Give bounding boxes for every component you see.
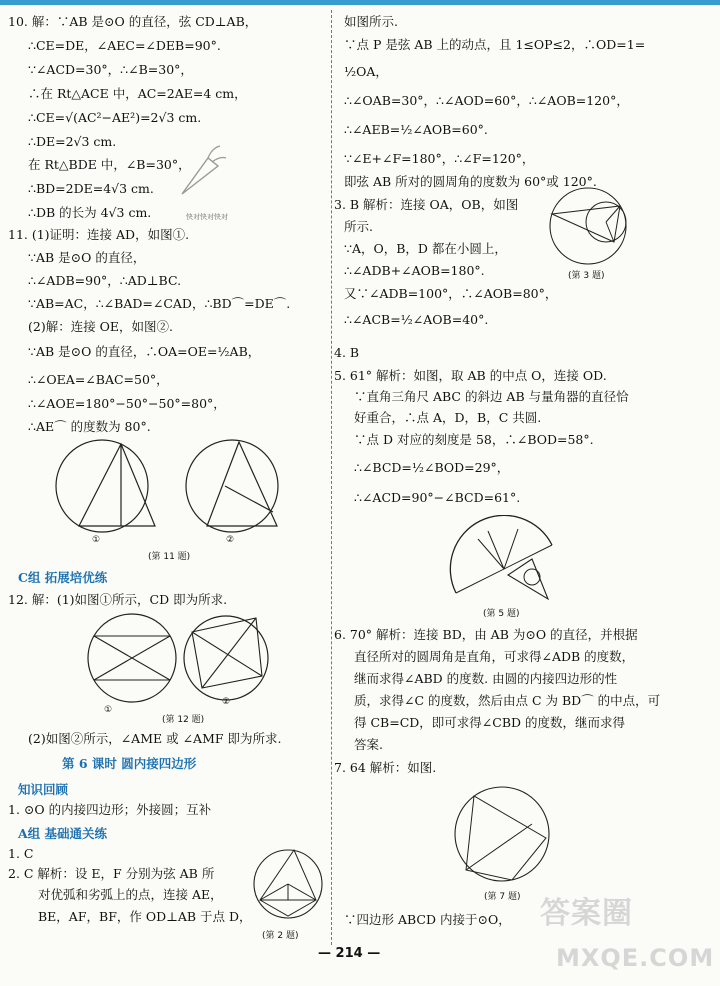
a2-line: BE，AF，BF，作 OD⊥AB 于点 D， [38,909,252,924]
q5-line: 好重合，∴点 A，D，B，C 共圆. [354,410,542,425]
q2-cont-line: ∴∠OAB=30°，∴∠AOD=60°，∴∠AOB=120°， [344,93,629,108]
q7-cont: ∵四边形 ABCD 内接于⊙O， [344,912,511,927]
figure-11-diagram [55,436,295,548]
figure-11-sub-label: ① [92,535,101,545]
q11-line: ∵AB 是⊙O 的直径，∴OA=OE=½AB， [28,344,261,359]
column-divider [331,10,332,945]
top-color-bar [0,0,720,5]
watermark-url: MXQE.COM [556,944,715,972]
q10-line: ∴DE=2√3 cm. [28,134,117,149]
q11-line: ∴∠OEA=∠BAC=50°， [28,372,169,387]
q11-line: ∵AB=AC，∴∠BAD=∠CAD，∴BD⌒=DE⌒. [28,296,291,311]
q6-line: 答案. [354,737,383,752]
q6-line: 得 CB=CD，即可求得∠CBD 的度数，继而求得 [354,715,626,730]
figure-11-sub-label: ② [222,697,231,707]
q11-line: ∴∠AOE=180°−50°−50°=80°， [28,396,226,411]
q3-line: ∴∠ACB=½∠AOB=40°. [344,312,489,327]
q3-line: 3. B 解析：连接 OA，OB，如图 [334,197,519,212]
figure-7-diagram [452,784,554,886]
q6-line: 质，求得∠C 的度数，然后由点 C 为 BD⌒ 的中点，可 [354,693,661,708]
lesson-title: 第 6 课时 圆内接四边形 [62,756,197,771]
figure-2-caption: (第 2 题) [262,931,299,941]
figure-2-diagram [252,838,324,928]
q10-line: 在 Rt△BDE 中，∠B=30°， [28,157,191,172]
q12-line: 12. 解：(1)如图①所示，CD 即为所求. [8,592,228,607]
q10-line: ∴DB 的长为 4√3 cm. [28,205,152,220]
figure-5-protractor [448,515,558,607]
q5-line: ∵直角三角尺 ABC 的斜边 AB 与量角器的直径恰 [354,389,629,404]
page-number: — 214 — [318,946,381,961]
q7-line: 7. 64 解析：如图. [334,760,437,775]
q10-line: ∴CE=DE，∠AEC=∠DEB=90°. [28,38,221,53]
figure-11-caption: (第 11 题) [148,552,191,562]
q6-line: 继而求得∠ABD 的度数. 由圆的内接四边形的性 [354,671,618,686]
q10-line: ∵∠ACD=30°，∴∠B=30°， [28,62,193,77]
q2-cont-line: ½OA， [344,64,388,79]
q5-line: ∴∠ACD=90°−∠BCD=61°. [354,490,521,505]
q3-line: 所示. [344,219,373,234]
q3-line: ∴∠ADB+∠AOB=180°. [344,263,485,278]
q11-line: (2)解：连接 OE，如图②. [28,319,174,334]
q2-cont-line: 如图所示. [344,14,398,29]
figure-11-sub-label: ② [226,535,235,545]
a2-line: 2. C 解析：设 E，F 分别为弦 AB 所 [8,866,215,881]
q10-line: ∴BD=2DE=4√3 cm. [28,181,154,196]
q3-line: ∵A，O，B，D 都在小圆上， [344,241,507,256]
section-a-title: A组 基础通关练 [18,826,108,841]
figure-5-caption: (第 5 题) [483,609,520,619]
section-c-title: C组 拓展培优练 [18,570,108,585]
q10-line: ∴CE=√(AC²−AE²)=2√3 cm. [28,110,202,125]
q5-line: ∴∠BCD=½∠BOD=29°， [354,460,510,475]
figure-7-caption: (第 7 题) [484,892,521,902]
figure-12-diagram [86,608,286,712]
figure-12-caption: (第 12 题) [162,715,205,725]
figure-11-sub-label: ① [104,705,113,715]
q10-line: ∴在 Rt△ACE 中，AC=2AE=4 cm， [28,86,247,101]
carrot-stamp-icon [168,140,228,212]
review-title: 知识回顾 [18,782,69,797]
q4-answer: 4. B [334,345,360,360]
q2-cont-line: 即弦 AB 所对的圆周角的度数为 60°或 120°. [344,174,597,189]
q3-line: 又∵∠ADB=100°，∴∠AOB=80°， [344,286,558,301]
q12-part2: (2)如图②所示，∠AME 或 ∠AMF 即为所求. [28,731,282,746]
q11-line: ∵AB 是⊙O 的直径， [28,250,146,265]
q2-cont-line: ∵点 P 是弦 AB 上的动点，且 1≤OP≤2，∴OD=1= [344,37,646,52]
figure-3-caption: (第 3 题) [568,271,605,281]
q11-line: ∴AE⌒ 的度数为 80°. [28,419,151,434]
a1-answer: 1. C [8,846,34,861]
q2-cont-line: ∵∠E+∠F=180°，∴∠F=120°， [344,151,535,166]
review-answer: 1. ⊙O 的内接四边形；外接圆；互补 [8,802,212,817]
q10-line: 10. 解：∵AB 是⊙O 的直径，弦 CD⊥AB， [8,14,258,29]
stamp-text: 快对快对快对 [186,213,228,221]
q5-line: ∵点 D 对应的刻度是 58，∴∠BOD=58°. [354,432,594,447]
q11-line: 11. (1)证明：连接 AD，如图①. [8,227,190,242]
figure-3-diagram [540,186,640,270]
a2-line: 对优弧和劣弧上的点，连接 AE， [38,887,223,902]
q2-cont-line: ∴∠AEB=½∠AOB=60°. [344,122,488,137]
q6-line: 6. 70° 解析：连接 BD，由 AB 为⊙O 的直径，并根据 [334,627,638,642]
q11-line: ∴∠ADB=90°，∴AD⊥BC. [28,273,182,288]
watermark-text: 答案圈 [540,896,633,931]
q5-line: 5. 61° 解析：如图，取 AB 的中点 O，连接 OD. [334,368,607,383]
q6-line: 直径所对的圆周角是直角，可求得∠ADB 的度数， [354,649,635,664]
